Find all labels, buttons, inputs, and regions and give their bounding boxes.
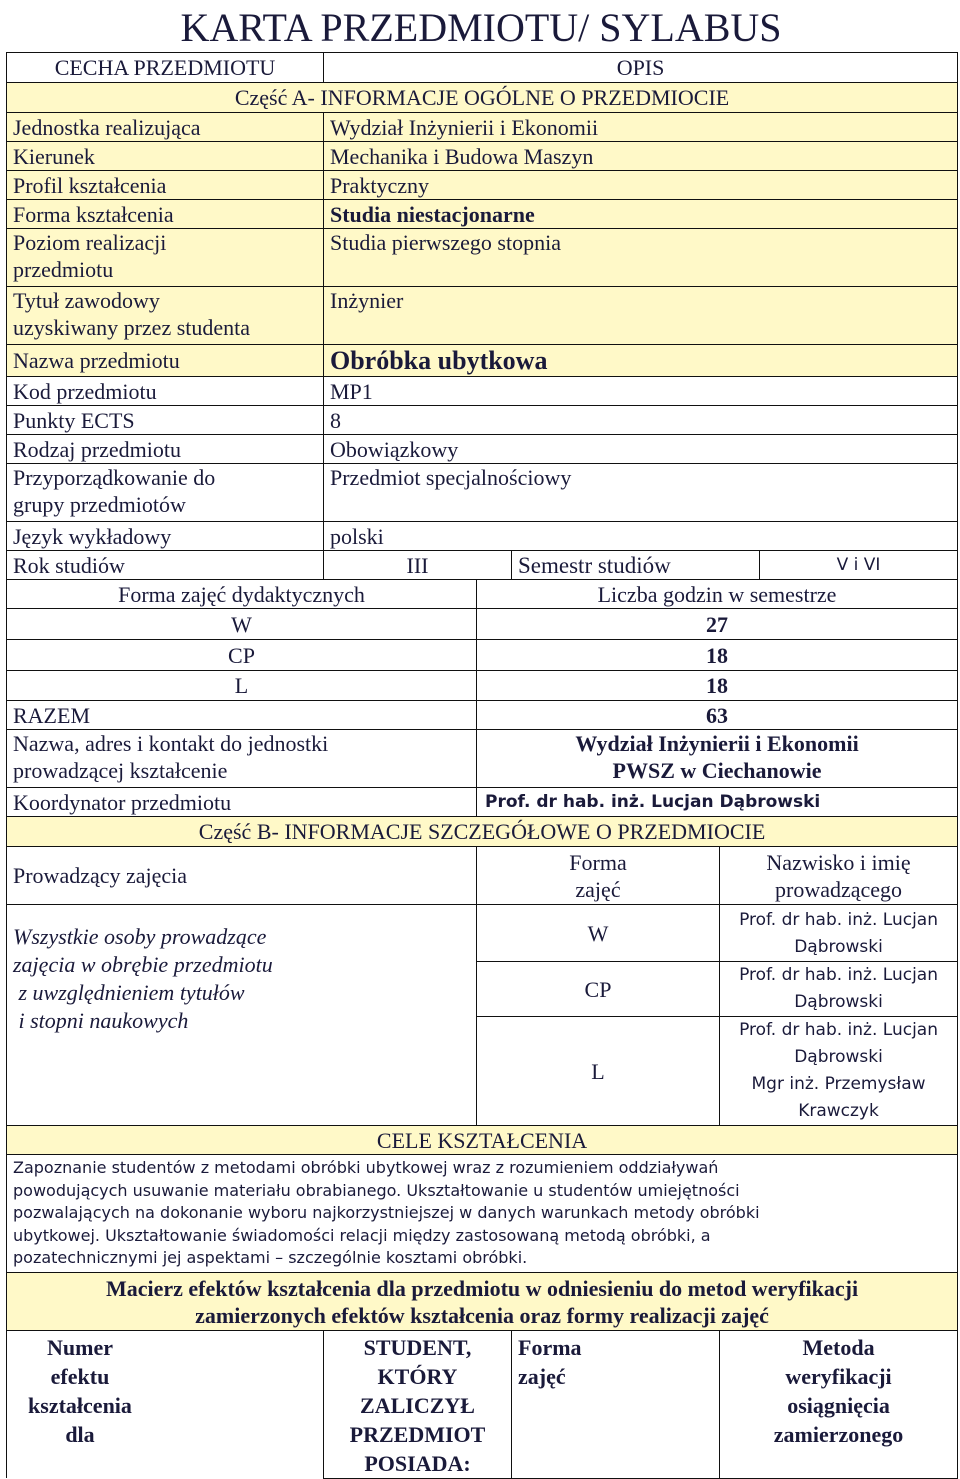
degree-value: Inżynier: [324, 287, 958, 345]
coordinator-label: Koordynator przedmiotu: [7, 788, 477, 817]
lecturers-note-line2: zajęcia w obrębie przedmiotu: [13, 952, 273, 977]
row-name: [7, 345, 958, 377]
semester-label: Semestr studiów: [512, 551, 760, 580]
contact-label-line2: prowadzącej kształcenie: [13, 758, 228, 783]
row-form: [7, 200, 958, 229]
unit-label: Jednostka realizująca: [7, 113, 324, 142]
hours-row-w: [7, 609, 958, 640]
row-degree: [7, 287, 958, 345]
row-unit: [7, 113, 958, 142]
contact-row: [7, 730, 958, 788]
hours-form-l: L: [7, 671, 477, 701]
lecturers-note-line4: i stopni naukowych: [13, 1008, 189, 1033]
matrix-col-method: [720, 1330, 958, 1478]
hours-value-w: 27: [477, 609, 958, 640]
type-value: Obowiązkowy: [324, 435, 958, 464]
name-value: Obróbka ubytkowa: [324, 345, 958, 377]
row-ects: [7, 406, 958, 435]
hours-form-cp: CP: [7, 640, 477, 671]
matrix-col-form: [512, 1330, 720, 1478]
field-label: Kierunek: [7, 142, 324, 171]
lecturer-name-w: Prof. dr hab. inż. Lucjan Dąbrowski: [720, 905, 958, 962]
coordinator-row: [7, 788, 958, 817]
matrix-heading-line2: zamierzonych efektów kształcenia oraz formy realizacji zajęć: [195, 1302, 769, 1328]
row-type: [7, 435, 958, 464]
hours-total-value: 63: [477, 701, 958, 730]
matrix-col3-line1: Forma: [518, 1334, 582, 1360]
contact-label-line1: Nazwa, adres i kontakt do jednostki: [13, 731, 329, 756]
level-value: Studia pierwszego stopnia: [324, 229, 958, 287]
ects-value: 8: [324, 406, 958, 435]
matrix-col4-line2: weryfikacji: [785, 1363, 892, 1389]
year-value: III: [324, 551, 512, 580]
profile-label: Profil kształcenia: [7, 171, 324, 200]
goals-line-5: pozatechnicznymi jej aspektami – szczególnie kosztami obróbki.: [13, 1248, 528, 1267]
lecturer-name-l-1: Prof. dr hab. inż. Lucjan Dąbrowski: [739, 1020, 938, 1067]
contact-label: [7, 730, 477, 788]
group-label-line1: Przyporządkowanie do: [13, 465, 216, 490]
lecturers-note-line1: Wszystkie osoby prowadzące: [13, 924, 267, 949]
language-value: polski: [324, 522, 958, 551]
matrix-heading-line1: Macierz efektów kształcenia dla przedmiotu w odniesieniu do metod weryfikacji: [105, 1275, 859, 1301]
part-a-row: [7, 83, 958, 113]
part-a-heading: Część A- INFORMACJE OGÓLNE O PRZEDMIOCIE: [7, 83, 958, 113]
matrix-col2-line2: PRZEDMIOT POSIADA:: [349, 1421, 486, 1476]
goals-heading: CELE KSZTAŁCENIA: [7, 1126, 958, 1155]
goals-line-3: pozwalających na dokonanie wyboru najkorzystniejszej w danych warunkach metody obróbki: [13, 1203, 760, 1222]
code-label: Kod przedmiotu: [7, 377, 324, 406]
lecturers-note-line3: z uwzględnieniem tytułów: [13, 980, 245, 1005]
semester-value: V i VI: [760, 551, 958, 580]
contact-value: [477, 730, 958, 788]
unit-value: Wydział Inżynierii i Ekonomii: [324, 113, 958, 142]
matrix-col3-line2: zajęć: [518, 1363, 566, 1389]
part-b-row: [7, 817, 958, 847]
lecturers-note: [7, 905, 477, 1126]
degree-label-line2: uzyskiwany przez studenta: [13, 315, 251, 340]
row-profile: [7, 171, 958, 200]
degree-label: [7, 287, 324, 345]
lecturer-name-l-2: Mgr inż. Przemysław Krawczyk: [751, 1074, 926, 1121]
goals-line-2: powodujących usuwanie materiału obrabianego. Ukształtowanie u studentów umiejętności: [13, 1180, 740, 1200]
lecturers-form-header-line1: Forma: [569, 849, 627, 875]
contact-value-line1: Wydział Inżynierii i Ekonomii: [575, 731, 859, 756]
coordinator-value: Prof. dr hab. inż. Lucjan Dąbrowski: [477, 788, 958, 817]
contact-value-line2: PWSZ w Ciechanowie: [612, 758, 822, 783]
hours-value-cp: 18: [477, 640, 958, 671]
lecturers-name-header: Nazwisko i imię prowadzącego: [720, 847, 958, 905]
matrix-col1-line1: Numer: [47, 1334, 113, 1360]
level-label: [7, 229, 324, 287]
lecturer-names-l: [720, 1017, 958, 1126]
hours-header-row: [7, 580, 958, 609]
matrix-heading: [7, 1272, 958, 1330]
row-code: [7, 377, 958, 406]
header-feature: CECHA PRZEDMIOTU: [7, 53, 324, 83]
hours-row-cp: [7, 640, 958, 671]
matrix-col1-line3: kształcenia: [28, 1392, 132, 1418]
field-value: Mechanika i Budowa Maszyn: [324, 142, 958, 171]
matrix-col-student: [324, 1330, 512, 1478]
goals-line-4: ubytkowej. Ukształtowanie świadomości relacji między zastosowaną metodą obróbki, a: [13, 1225, 711, 1245]
lecturer-form-w: W: [477, 905, 720, 962]
group-label-line2: grupy przedmiotów: [13, 492, 186, 517]
year-label: Rok studiów: [7, 551, 324, 580]
matrix-col-number: [7, 1330, 324, 1478]
hours-form-header: Forma zajęć dydaktycznych: [7, 580, 477, 609]
matrix-columns-row: [7, 1330, 958, 1478]
lecturers-header-row: [7, 847, 958, 905]
hours-value-l: 18: [477, 671, 958, 701]
goals-text: [7, 1155, 958, 1273]
header-description: OPIS: [324, 53, 958, 83]
lecturer-form-l: L: [477, 1017, 720, 1126]
part-b-heading: Część B- INFORMACJE SZCZEGÓŁOWE O PRZEDMIOCIE: [7, 817, 958, 847]
lecturers-form-header-line2: zajęć: [575, 876, 621, 902]
lecturer-form-cp: CP: [477, 962, 720, 1017]
goals-line-1: Zapoznanie studentów z metodami obróbki ubytkowej wraz z rozumieniem oddziaływań: [13, 1158, 719, 1177]
hours-count-header: Liczba godzin w semestrze: [477, 580, 958, 609]
name-label: Nazwa przedmiotu: [7, 345, 324, 377]
hours-total-label: RAZEM: [7, 701, 477, 730]
matrix-col4-line3: osiągnięcia: [787, 1392, 890, 1418]
profile-value: Praktyczny: [324, 171, 958, 200]
row-level: [7, 229, 958, 287]
level-label-line2: przedmiotu: [13, 257, 114, 282]
matrix-col1-line4: dla: [65, 1421, 95, 1447]
ects-label: Punkty ECTS: [7, 406, 324, 435]
level-label-line1: Poziom realizacji: [13, 230, 167, 255]
hours-row-l: [7, 671, 958, 701]
hours-form-w: W: [7, 609, 477, 640]
language-label: Język wykładowy: [7, 522, 324, 551]
lecturer-row-w: [7, 905, 958, 962]
hours-total-row: [7, 701, 958, 730]
matrix-header-row: [7, 1272, 958, 1330]
matrix-col2-line1: STUDENT, KTÓRY ZALICZYŁ: [360, 1334, 475, 1418]
degree-label-line1: Tytuł zawodowy: [13, 288, 160, 313]
lecturers-label: Prowadzący zajęcia: [7, 847, 477, 905]
matrix-col1-line2: efektu: [50, 1363, 110, 1389]
lecturers-form-header: [477, 847, 720, 905]
row-field: [7, 142, 958, 171]
goals-text-row: [7, 1155, 958, 1273]
document-title: KARTA PRZEDMIOTU/ SYLABUS: [180, 5, 782, 50]
group-value: Przedmiot specjalnościowy: [324, 464, 958, 522]
row-language: [7, 522, 958, 551]
form-label: Forma kształcenia: [7, 200, 324, 229]
matrix-col4-line4: zamierzonego: [773, 1421, 904, 1447]
goals-header-row: [7, 1126, 958, 1155]
form-value: Studia niestacjonarne: [324, 200, 958, 229]
row-group: [7, 464, 958, 522]
type-label: Rodzaj przedmiotu: [7, 435, 324, 464]
code-value: MP1: [324, 377, 958, 406]
row-year: [7, 551, 958, 580]
matrix-col4-line1: Metoda: [802, 1334, 875, 1360]
group-label: [7, 464, 324, 522]
matrix-col-number-text: [7, 1331, 153, 1449]
header-row: [7, 53, 958, 83]
syllabus-table: [6, 52, 958, 1479]
lecturer-name-cp: Prof. dr hab. inż. Lucjan Dąbrowski: [720, 962, 958, 1017]
